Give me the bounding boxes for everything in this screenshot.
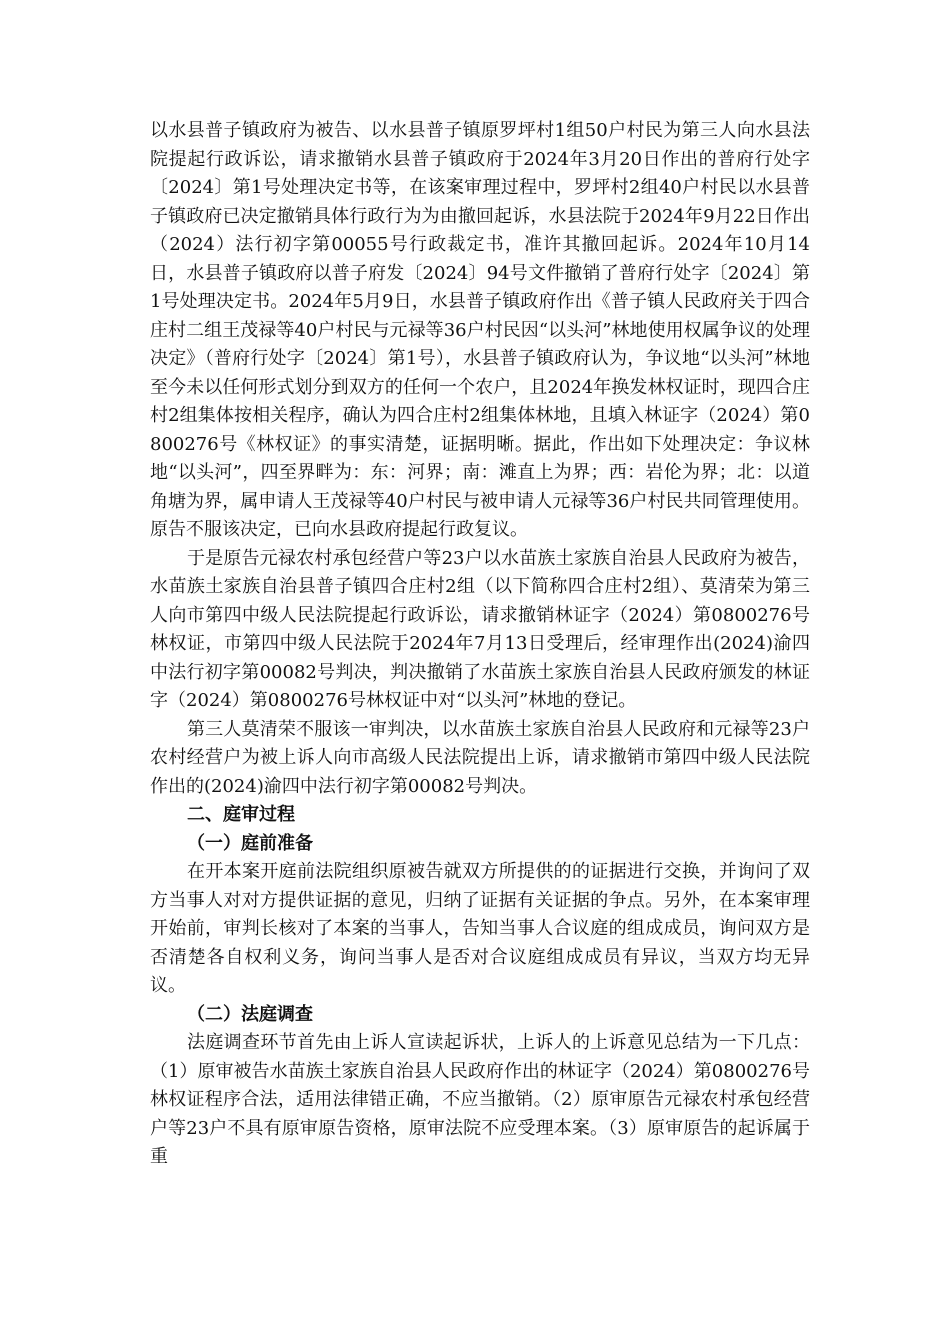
subsection-heading-pretrial-preparation: （一）庭前准备 — [187, 832, 313, 854]
court-investigation-paragraph: 法庭调查环节首先由上诉人宣读起诉状，上诉人的上诉意见总结为一下几点：（1）原审被告水苗族土家族自治县人民政府作出的林证字（2024）第0800276号林权证程序合法，适用法律错正确，不应当撤销。（2）原审原告元禄农村承包经营户等23户不具有原审原告资格，原审法院不应受理本案。（3）原审原告的起诉属于重 — [150, 1032, 810, 1167]
pretrial-preparation-paragraph: 在开本案开庭前法院组织原被告就双方所提供的的证据进行交换，并询问了双方当事人对对方提供证据的意见，归纳了证据有关证据的争点。另外，在本案审理开始前，审判长核对了本案的当事人，告知当事人合议庭的组成成员，询问双方是否清楚各自权利义务，询问当事人是否对合议庭组成成员有异议，当双方均无异议。 — [150, 861, 810, 996]
body-paragraph-2: 于是原告元禄农村承包经营户等23户以水苗族土家族自治县人民政府为被告，水苗族土家族自治县普子镇四合庄村2组（以下简称四合庄村2组）、莫清荣为第三人向市第四中级人民法院提起行政诉讼，请求撤销林证字（2024）第0800276号林权证，市第四中级人民法院于2024年7月13日受理后，经审理作出(2024)渝四中法行初字第00082号判决，判决撤销了水苗族土家族自治县人民政府颁发的林证字（2024）第0800276号林权证中对“以头河”林地的登记。 — [150, 547, 810, 711]
body-paragraph-1: 以水县普子镇政府为被告、以水县普子镇原罗坪村1组50户村民为第三人向水县法院提起行政诉讼，请求撤销水县普子镇政府于2024年3月20日作出的普府行处字〔2024〕第1号处理决定书等，在该案审理过程中，罗坪村2组40户村民以水县普子镇政府已决定撤销具体行政行为为由撤回起诉，水县法院于2024年9月22日作出（2024）法行初字第00055号行政裁定书，准许其撤回起诉。2024年10月14日，水县普子镇政府以普子府发〔2024〕94号文件撤销了普府行处字〔2024〕第1号处理决定书。2024年5月9日，水县普子镇政府作出《普子镇人民政府关于四合庄村二组王茂禄等40户村民与元禄等36户村民因“以头河”林地使用权属争议的处理决定》（普府行处字〔2024〕第1号），水县普子镇政府认为，争议地“以头河”林地至今未以任何形式划分到双方的任何一个农户，且2024年换发林权证时，现四合庄村2组集体按相关程序，确认为四合庄村2组集体林地，且填入林证字（2024）第0800276号《林权证》的事实清楚，证据明晰。据此，作出如下处理决定：争议林地“以头河”，四至界畔为：东：河界；南：滩直上为界；西：岩伦为界；北：以道角塘为界，属申请人王茂禄等40户村民与被申请人元禄等36户村民共同管理使用。原告不服该决定，已向水县政府提起行政复议。 — [150, 120, 810, 540]
body-paragraph-3: 第三人莫清荣不服该一审判决，以水苗族土家族自治县人民政府和元禄等23户农村经营户为被上诉人向市高级人民法院提出上诉，请求撤销市第四中级人民法院作出的(2024)渝四中法行初字第00082号判决。 — [150, 718, 810, 797]
section-heading-trial-process: 二、庭审过程 — [187, 804, 295, 825]
subsection-heading-court-investigation: （二）法庭调查 — [187, 1003, 313, 1025]
document-page — [150, 117, 810, 1172]
